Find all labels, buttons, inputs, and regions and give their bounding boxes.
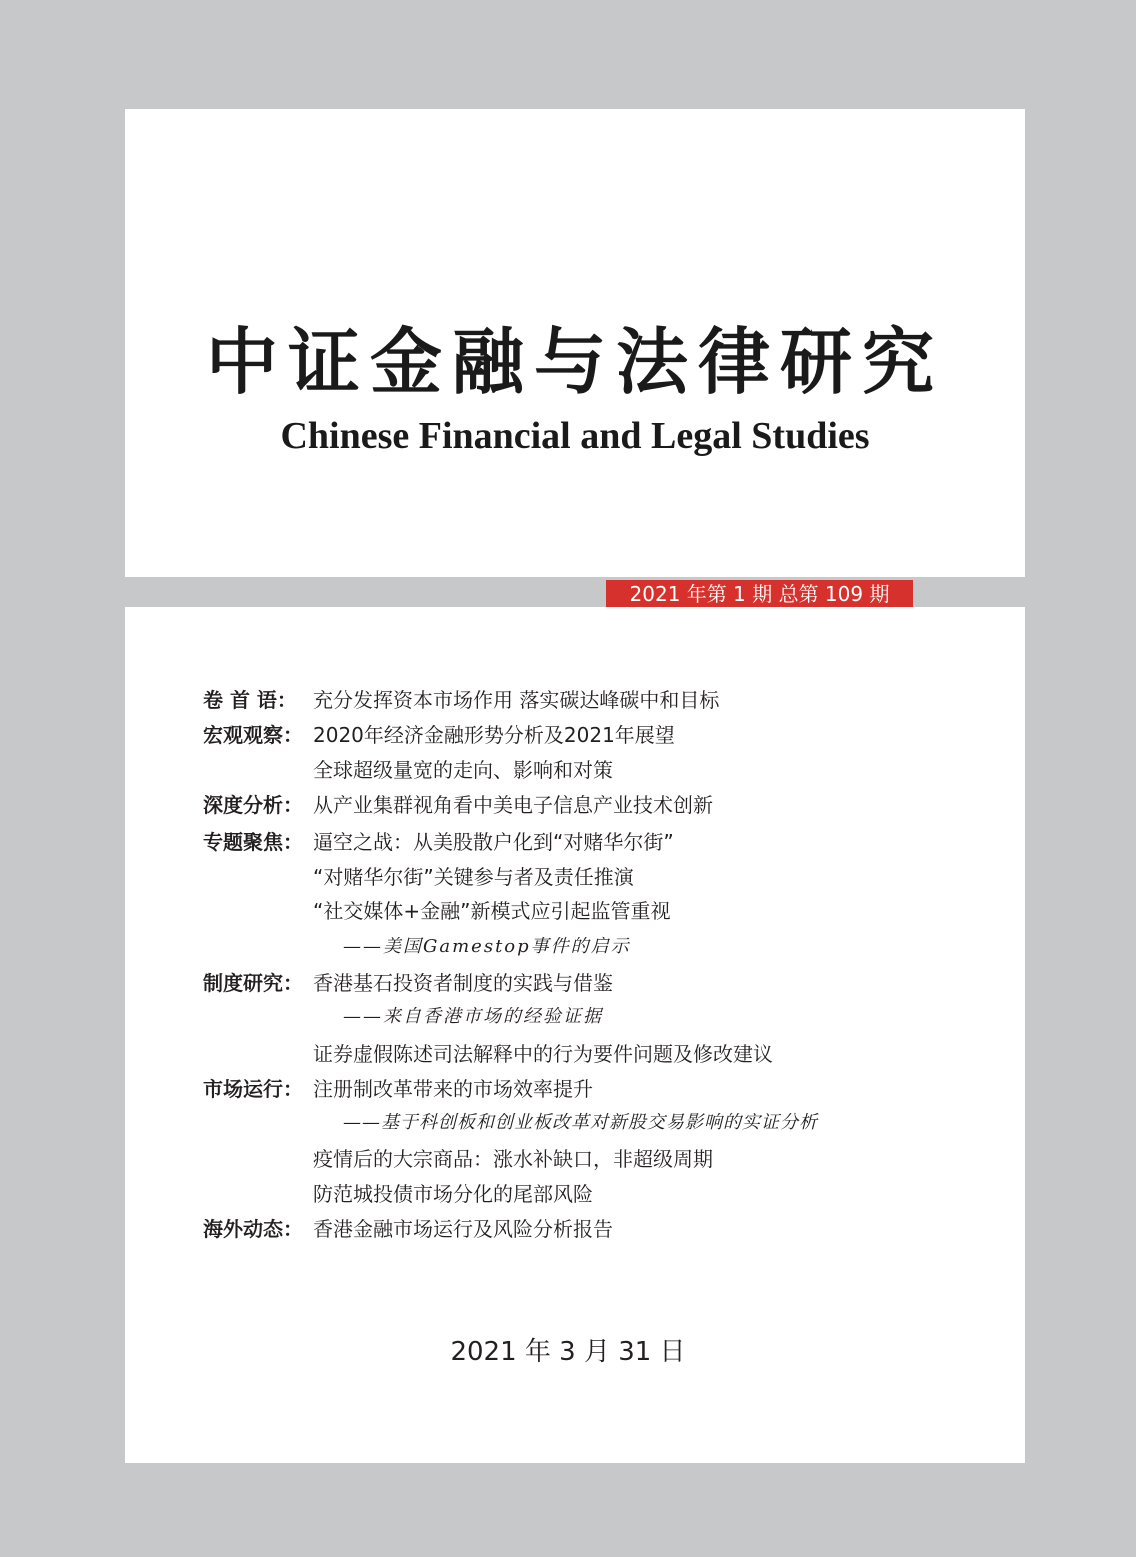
- toc-article-title: 逼空之战：从美股散户化到“对赌华尔街”: [313, 830, 674, 854]
- toc-section-label: 市场运行：: [203, 1077, 303, 1101]
- toc-article-subtitle: ——来自香港市场的经验证据: [343, 1006, 603, 1027]
- toc-section-label: 深度分析：: [203, 793, 303, 817]
- toc-article-title: 香港基石投资者制度的实践与借鉴: [313, 971, 613, 995]
- toc-section-label: 宏观观察：: [203, 723, 303, 747]
- toc-article-title: 全球超级量宽的走向、影响和对策: [313, 758, 613, 782]
- journal-title-english: Chinese Financial and Legal Studies: [280, 415, 870, 457]
- publication-date: 2021 年 3 月 31 日: [450, 1337, 686, 1367]
- toc-article-title: 疫情后的大宗商品：涨水补缺口，非超级周期: [313, 1147, 713, 1171]
- toc-article-title: 防范城投债市场分化的尾部风险: [313, 1182, 593, 1206]
- toc-article-title: 从产业集群视角看中美电子信息产业技术创新: [313, 793, 713, 817]
- toc-article-subtitle: ——基于科创板和创业板改革对新股交易影响的实证分析: [343, 1112, 818, 1133]
- title-panel: [125, 109, 1025, 577]
- toc-article-subtitle: ——美国Gamestop事件的启示: [343, 936, 631, 957]
- toc-article-title: 2020年经济金融形势分析及2021年展望: [313, 723, 675, 747]
- toc-section-label: 专题聚焦：: [203, 830, 303, 854]
- toc-article-title: “社交媒体+金融”新模式应引起监管重视: [313, 899, 671, 923]
- toc-section-label: 海外动态：: [203, 1217, 303, 1241]
- issue-badge: 2021 年第 1 期 总第 109 期: [606, 580, 913, 608]
- toc-article-title: 证券虚假陈述司法解释中的行为要件问题及修改建议: [313, 1042, 773, 1066]
- toc-article-title: 香港金融市场运行及风险分析报告: [313, 1217, 613, 1241]
- toc-article-title: 充分发挥资本市场作用 落实碳达峰碳中和目标: [313, 688, 720, 712]
- toc-article-title: “对赌华尔街”关键参与者及责任推演: [313, 865, 634, 889]
- toc-section-label: 卷 首 语：: [203, 688, 297, 712]
- toc-article-title: 注册制改革带来的市场效率提升: [313, 1077, 593, 1101]
- journal-title-chinese: 中证金融与法律研究: [205, 319, 944, 404]
- toc-section-label: 制度研究：: [203, 971, 303, 995]
